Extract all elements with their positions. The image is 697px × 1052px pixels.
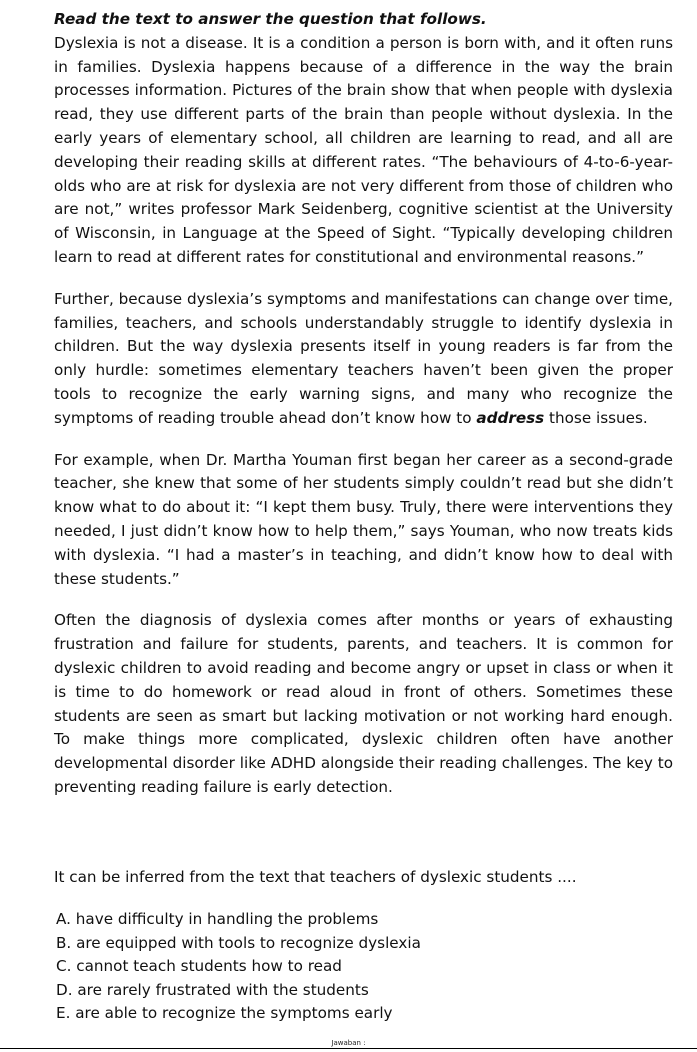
paragraph-2-emphasized-word: address [476,408,545,427]
option-e[interactable]: E. are able to recognize the symptoms early [56,1004,393,1023]
paragraph-3-text: For example, when Dr. Martha Youman first began her career as a second-grade teacher, she knew that some of her students simply couldn’t read but she didn’t know what to do about it: “I kept them busy. Truly, there were interventions they needed, I just didn’t know how to help them,” says Youman, who now treats kids with dyslexia. “I had a master’s in teaching, and didn’t know how to deal with these students.” [54,450,673,588]
reading-passage [54,8,673,818]
passage-paragraph-1 [54,32,673,270]
instruction-heading: Read the text to answer the question that follows. [54,10,487,28]
paragraph-2-text: Further, because dyslexia’s symptoms and manifestations can change over time, families, teachers, and schools understandably struggle to identify dyslexia in children. But the way dyslexia presents itself in young readers is far from the only hurdle: sometimes elementary teachers haven’t been given the proper tools to recognize the early warning signs, and many who recognize the symptoms of reading trouble ahead don’t know how to [54,289,673,427]
passage-paragraph-2 [54,288,673,431]
question-text: It can be inferred from the text that teachers of dyslexic students .... [54,868,577,886]
answer-options [56,908,421,1026]
option-c[interactable]: C. cannot teach students how to read [56,957,342,976]
passage-paragraph-3 [54,449,673,592]
option-a[interactable]: A. have difficulty in handling the problems [56,910,379,928]
answer-label: Jawaban : [331,1039,366,1047]
answer-label-row [0,1039,697,1048]
paragraph-1-text: Dyslexia is not a disease. It is a condition a person is born with, and it often runs in families. Dyslexia happens because of a difference in the way the brain processes information. Pictures of the brain show that when people with dyslexia read, they use different parts of the brain than people without dyslexia. In the early years of elementary school, all children are learning to read, and all are developing their reading skills at different rates. “The behaviours of 4-to-6-year-olds who are at risk for dyslexia are not very different from those of children who are not,” writes professor Mark Seidenberg, cognitive scientist at the University of Wisconsin, in Language at the Speed of Sight. “Typically developing children learn to read at different rates for constitutional and environmental reasons.” [54,33,673,266]
option-d[interactable]: D. are rarely frustrated with the students [56,980,369,999]
paragraph-2-text-end: those issues. [544,408,648,427]
option-b[interactable]: B. are equipped with tools to recognize dyslexia [56,933,421,952]
paragraph-4-text: Often the diagnosis of dyslexia comes after months or years of exhausting frustration and failure for students, parents, and teachers. It is common for dyslexic children to avoid reading and become angry or upset in class or when it is time to do homework or read aloud in front of others. Sometimes these students are seen as smart but lacking motivation or not working hard enough. To make things more complicated, dyslexic children often have another developmental disorder like ADHD alongside their reading challenges. The key to preventing reading failure is early detection. [54,611,673,796]
answer-divider [0,1048,697,1049]
passage-paragraph-4 [54,609,673,799]
